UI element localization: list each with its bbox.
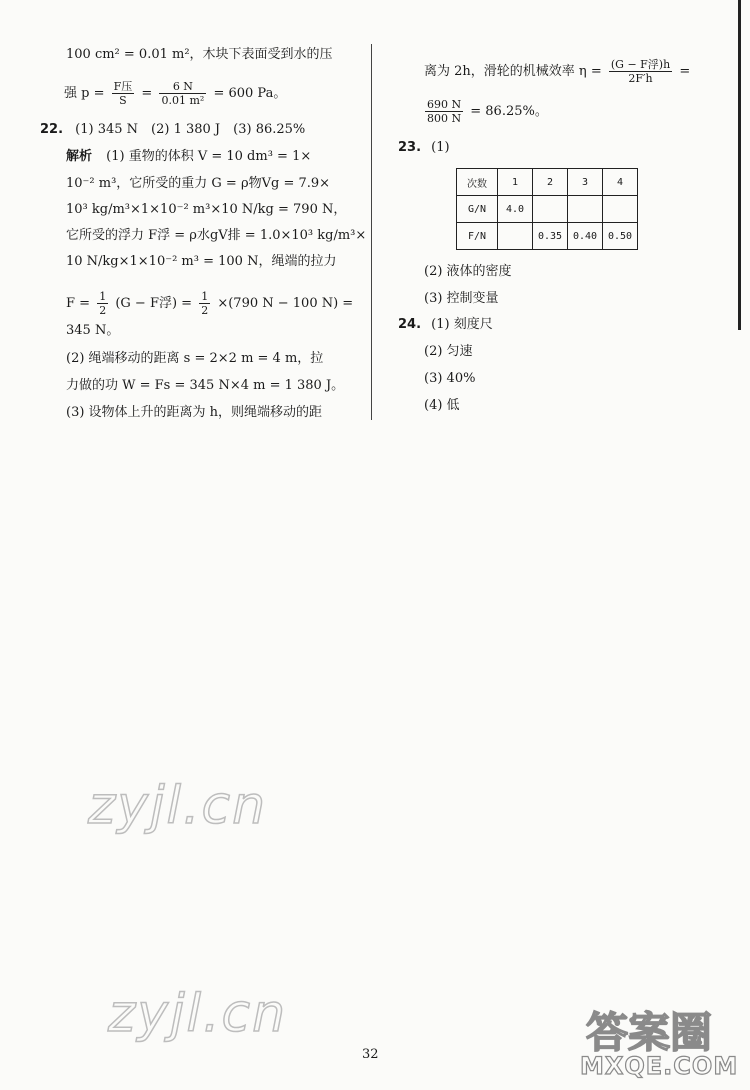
text-segment: 离为 2h，滑轮的机械效率 η = [424, 64, 602, 79]
text-segment: = 86.25%。 [470, 104, 548, 119]
page-edge-mark [738, 0, 741, 330]
fraction-denominator: 0.01 m² [161, 94, 205, 107]
fraction-numerator: 1 [99, 290, 107, 303]
site-stamp-logo [580, 1000, 740, 1084]
table-row [457, 196, 638, 223]
fraction-denominator: 800 N [427, 112, 462, 125]
table-cell [568, 196, 603, 223]
table-cell: G/N [457, 196, 498, 223]
text-segment: F = [66, 296, 91, 311]
data-table [456, 168, 638, 250]
table-cell [498, 223, 533, 250]
fraction-numerator: 6 N [159, 80, 206, 94]
question-number: 22. [40, 122, 64, 137]
table-cell: 4.0 [498, 196, 533, 223]
table-cell: 0.40 [568, 223, 603, 250]
fraction-denominator: S [119, 94, 127, 107]
question-number: 23. [398, 140, 422, 155]
text-line: 345 N。 [66, 323, 120, 338]
answer-line: (4) 低 [424, 398, 460, 413]
text-segment: = [141, 86, 153, 101]
fraction [159, 80, 206, 107]
fraction-denominator: 2F′h [628, 72, 653, 85]
table-cell: 0.35 [533, 223, 568, 250]
fraction-numerator: (G − F浮)h [610, 58, 671, 71]
stamp-url: MXQE.COM [580, 1052, 739, 1080]
stamp-text: 答案圈 [586, 1008, 713, 1057]
text-line: (2) 绳端移动的距离 s = 2×2 m = 4 m，拉 [66, 351, 324, 366]
analysis-line [66, 148, 311, 166]
analysis-label: 解析 [66, 149, 93, 164]
table-cell: 3 [568, 169, 603, 196]
text-segment: = 600 Pa。 [213, 86, 287, 101]
answer-line: (2) 匀速 [424, 344, 473, 359]
fraction-denominator: 2 [99, 304, 107, 317]
text-line: 100 cm² = 0.01 m²，木块下表面受到水的压 [66, 47, 333, 62]
question-22-answers [40, 121, 305, 139]
text-line: (3) 设物体上升的距离为 h，则绳端移动的距 [66, 405, 323, 420]
text-segment: (G − F浮) = [115, 296, 193, 311]
table-cell: 0.50 [603, 223, 638, 250]
pressure-formula-line [64, 80, 286, 107]
text-line: 10 N/kg×1×10⁻² m³ = 100 N，绳端的拉力 [66, 254, 337, 269]
text-line: 力做的功 W = Fs = 345 N×4 m = 1 380 J。 [66, 378, 345, 393]
fraction [425, 98, 463, 125]
text-segment: 强 p = [64, 86, 105, 101]
table-cell: 1 [498, 169, 533, 196]
question-24-heading [398, 316, 493, 334]
text-line: 10⁻² m³，它所受的重力 G = ρ物Vg = 7.9× [66, 176, 331, 191]
fraction-numerator: 1 [201, 290, 209, 303]
fraction [97, 290, 108, 317]
text-line: 它所受的浮力 F浮 = ρ水gV排 = 1.0×10³ kg/m³× [66, 228, 367, 243]
table-cell: 次数 [457, 169, 498, 196]
table-row [457, 169, 638, 196]
page-number: 32 [362, 1047, 379, 1062]
text-segment: ×(790 N − 100 N) = [217, 296, 354, 311]
answer-line: (3) 控制变量 [424, 291, 499, 306]
column-divider [371, 44, 372, 420]
watermark: zyjl.cn [88, 776, 268, 836]
text-segment: (1) 重物的体积 V = 10 dm³ = 1× [106, 149, 312, 164]
table-row [457, 223, 638, 250]
answer-text: (1) 刻度尺 [431, 317, 493, 332]
fraction-numerator: F压 [113, 80, 133, 93]
table-cell [533, 196, 568, 223]
question-number: 24. [398, 317, 422, 332]
fraction-denominator: 2 [201, 304, 209, 317]
answer-text: (1) [431, 140, 450, 155]
fraction-numerator: 690 N [427, 98, 462, 111]
table-cell: 2 [533, 169, 568, 196]
efficiency-formula-line [424, 58, 690, 85]
fraction [112, 80, 135, 107]
fraction [609, 58, 672, 85]
answer-text: (1) 345 N (2) 1 380 J (3) 86.25% [75, 122, 306, 137]
fraction [199, 290, 210, 317]
text-segment: = [679, 64, 691, 79]
table-cell: F/N [457, 223, 498, 250]
efficiency-result-line [422, 98, 548, 125]
force-formula-line [66, 290, 353, 317]
question-23-heading [398, 139, 450, 157]
table-cell: 4 [603, 169, 638, 196]
table-cell [603, 196, 638, 223]
text-line: 10³ kg/m³×1×10⁻² m³×10 N/kg = 790 N， [66, 202, 347, 217]
watermark: zyjl.cn [108, 984, 288, 1044]
answer-line: (2) 液体的密度 [424, 264, 512, 279]
answer-line: (3) 40% [424, 371, 476, 386]
